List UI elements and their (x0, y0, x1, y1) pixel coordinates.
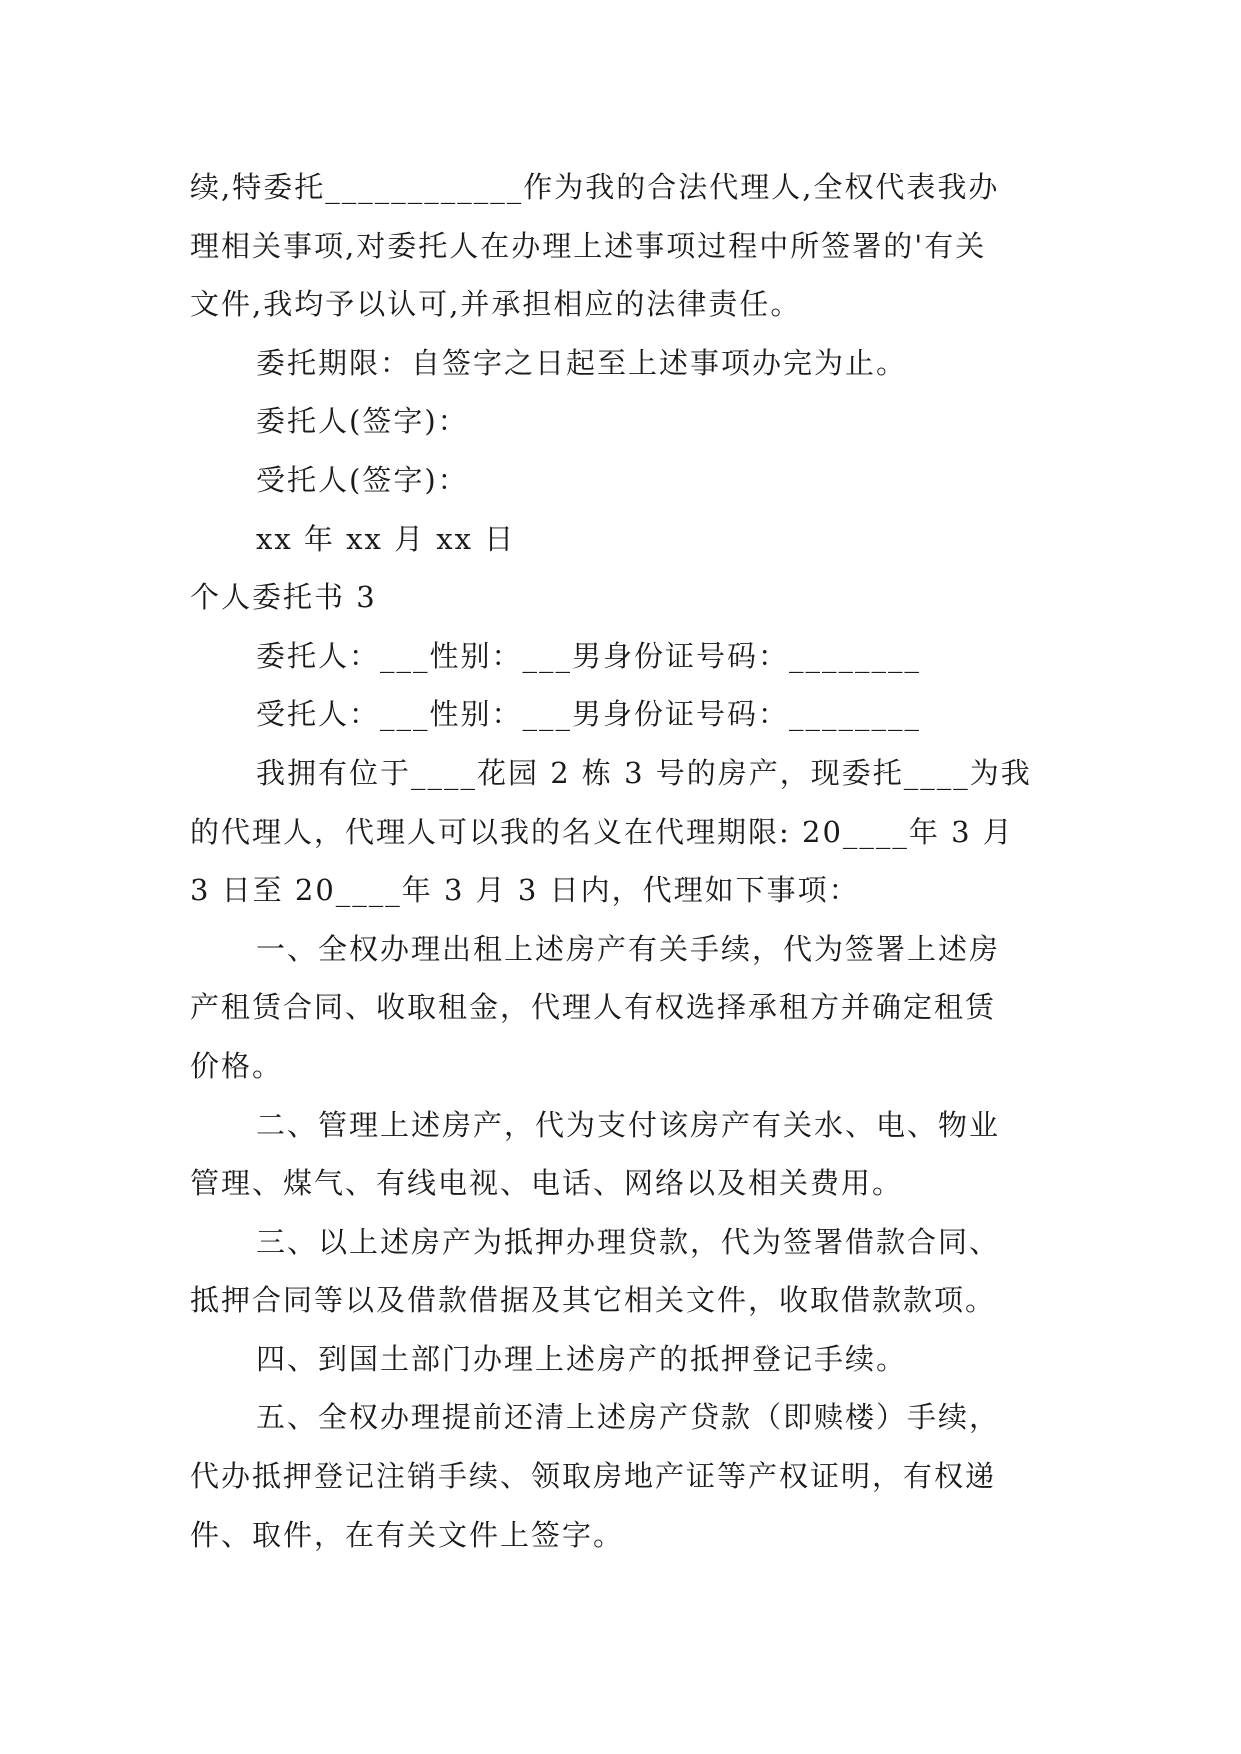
text-line: 二、管理上述房产，代为支付该房产有关水、电、物业 (256, 1107, 1001, 1142)
text-line: 3 日至 20____年 3 月 3 日内，代理如下事项： (190, 873, 860, 908)
text-line: 文件,我均予以认可,并承担相应的法律责任。 (190, 287, 802, 322)
text-line: 委托人：___性别：___男身份证号码：________ (256, 638, 922, 673)
section-heading: 个人委托书 3 (190, 580, 377, 615)
text-line: 四、到国土部门办理上述房产的抵押登记手续。 (256, 1341, 908, 1376)
text-line: 委托期限：自签字之日起至上述事项办完为止。 (256, 345, 908, 380)
text-line: 的代理人，代理人可以我的名义在代理期限: 20____年 3 月 (190, 814, 1014, 849)
text-line: 五、全权办理提前还清上述房产贷款（即赎楼）手续， (256, 1400, 1001, 1435)
text-line: 一、全权办理出租上述房产有关手续，代为签署上述房 (256, 931, 1001, 966)
text-line: 件、取件，在有关文件上签字。 (190, 1517, 625, 1552)
text-line: 三、以上述房产为抵押办理贷款，代为签署借款合同、 (256, 1224, 1001, 1259)
text-line: 代办抵押登记注销手续、领取房地产证等产权证明，有权递 (190, 1459, 997, 1494)
document-body (190, 158, 1060, 1564)
text-line: 产租赁合同、收取租金，代理人有权选择承租方并确定租赁 (190, 990, 997, 1025)
text-line: 受托人：___性别：___男身份证号码：________ (256, 697, 922, 732)
text-line: 续,特委托____________作为我的合法代理人,全权代表我办 (190, 170, 1000, 204)
date-line: xx 年 xx 月 xx 日 (256, 521, 516, 556)
text-line: 委托人(签字)： (256, 404, 469, 439)
text-line: 我拥有位于____花园 2 栋 3 号的房产，现委托____为我 (256, 755, 1032, 790)
text-line: 理相关事项,对委托人在办理上述事项过程中所签署的'有关 (190, 228, 987, 263)
text-line: 价格。 (190, 1048, 284, 1083)
text-line: 抵押合同等以及借款借据及其它相关文件，收取借款款项。 (190, 1283, 997, 1318)
text-line: 受托人(签字)： (256, 462, 469, 497)
text-line: 管理、煤气、有线电视、电话、网络以及相关费用。 (190, 1166, 904, 1201)
